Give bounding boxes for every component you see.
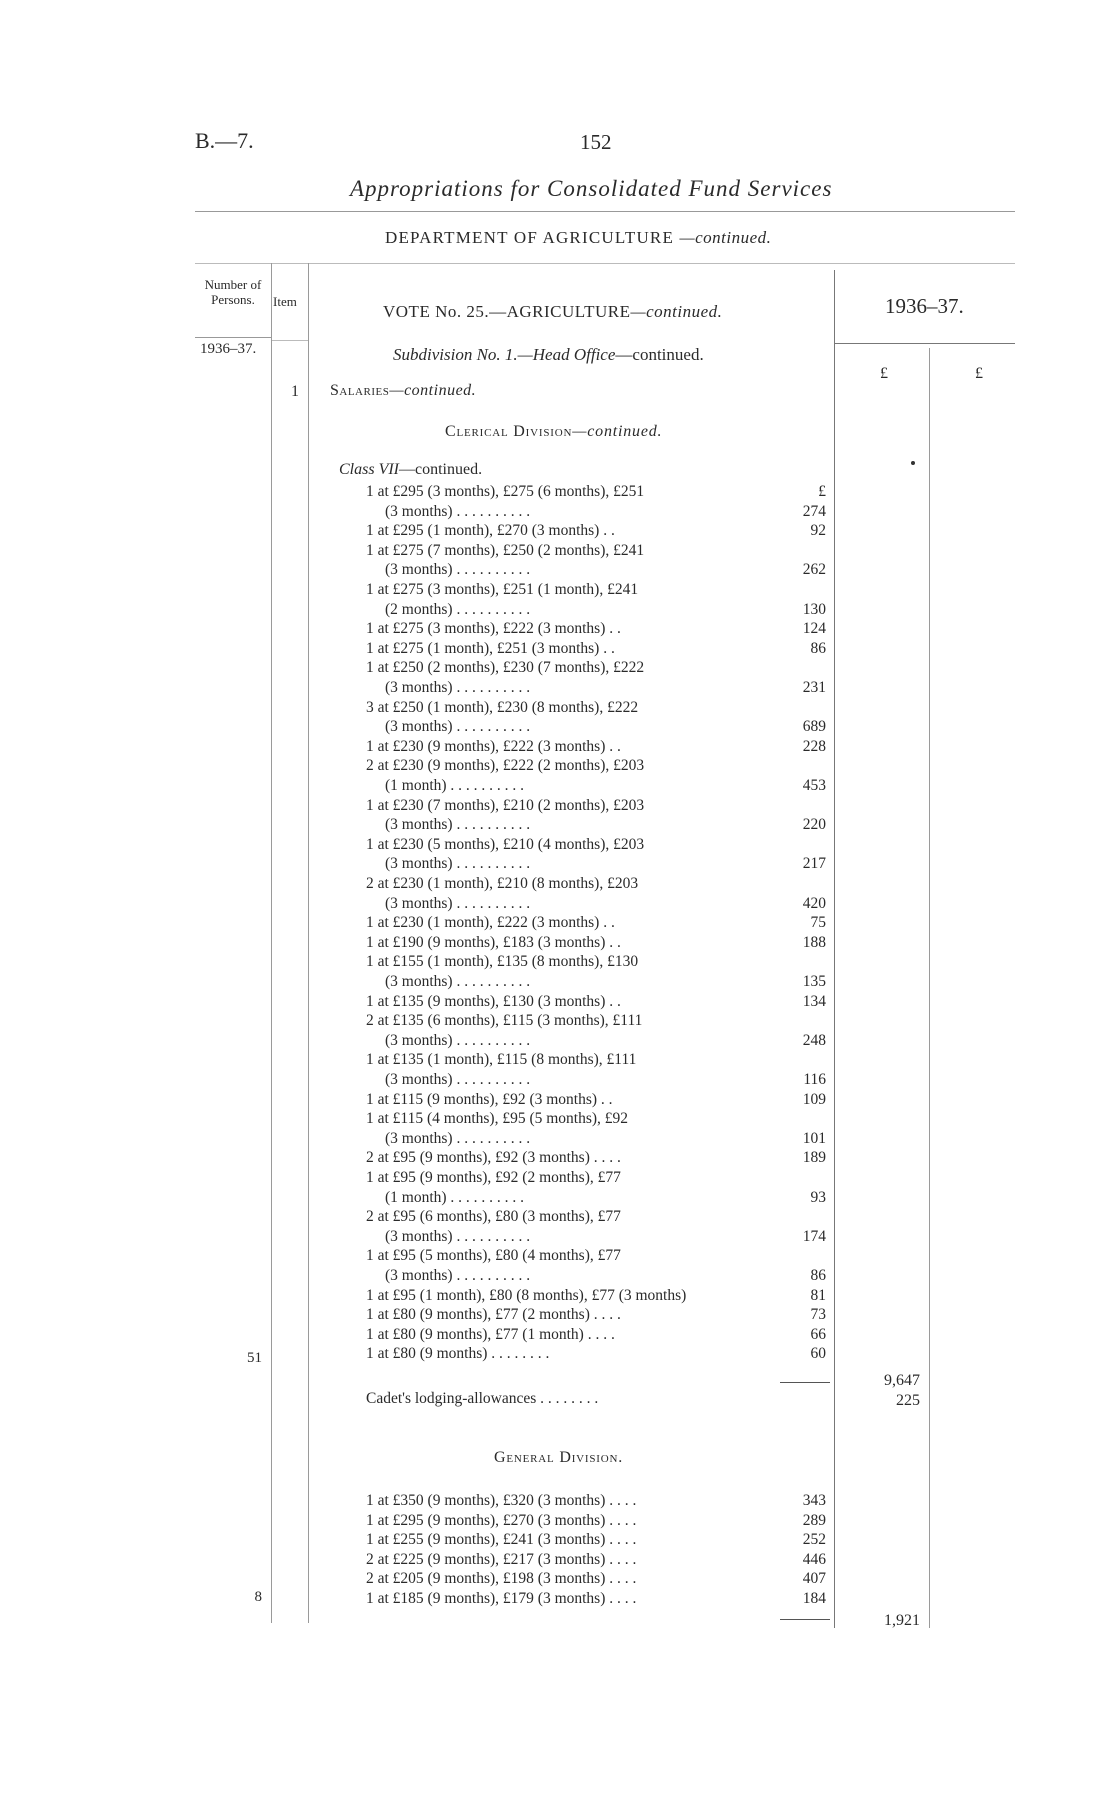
clerical-division-label: Clerical Division: [445, 423, 573, 440]
salary-line-amount: 86: [810, 1267, 826, 1284]
page-number: 152: [580, 130, 612, 154]
ink-dot: [911, 461, 915, 465]
salary-line-text: (1 month) . . . . . . . . . .: [385, 777, 525, 794]
salary-line-text: 1 at £115 (9 months), £92 (3 months) . .: [366, 1090, 613, 1108]
item-column-rule: [308, 263, 309, 1623]
salary-line-amount: £: [818, 483, 826, 500]
salary-line-text: 1 at £230 (7 months), £210 (2 months), £203: [366, 796, 645, 814]
year-column-heading: 1936–37.: [885, 294, 964, 318]
salary-line-amount: 109: [802, 1090, 826, 1108]
salary-line-amount: 188: [802, 933, 826, 951]
salary-line-text: 2 at £225 (9 months), £217 (3 months) . . . .: [366, 1550, 637, 1568]
salary-line-text: (3 months) . . . . . . . . . .: [385, 855, 531, 873]
salary-line-amount: 135: [802, 973, 826, 990]
salary-line-amount: 184: [802, 1590, 826, 1607]
salary-line-text: (3 months) . . . . . . . . . .: [385, 816, 531, 834]
salary-line-text: 1 at £80 (9 months), £77 (2 months) . . . .: [366, 1306, 621, 1324]
clerical-division-suffix: —continued.: [572, 423, 663, 440]
salary-line-amount: 217: [802, 855, 826, 873]
salary-line-text: 1 at £255 (9 months), £241 (3 months) . . . .: [366, 1531, 637, 1549]
header-rule: [195, 211, 1015, 212]
salary-line-amount: 93: [810, 1188, 826, 1206]
item-head-rule: [272, 340, 308, 341]
salary-line-amount: 134: [802, 992, 826, 1010]
department-name: DEPARTMENT OF AGRICULTURE: [385, 228, 675, 247]
pound-sign-column-1: £: [880, 365, 888, 382]
salary-line-amount: 453: [802, 777, 826, 794]
vote-suffix: —continued.: [630, 302, 723, 321]
running-title: Appropriations for Consolidated Fund Services: [350, 176, 833, 201]
salary-line-text: 2 at £230 (1 month), £210 (8 months), £203: [366, 875, 639, 892]
clerical-total: 9,647: [884, 1372, 920, 1389]
salary-line-amount: 174: [802, 1227, 826, 1245]
clerical-subtotal-rule: [780, 1382, 830, 1383]
salary-line-text: 1 at £135 (1 month), £115 (8 months), £111: [366, 1051, 637, 1069]
salary-line-text: 1 at £135 (9 months), £130 (3 months) . .: [366, 992, 621, 1010]
salary-line-text: 1 at £275 (7 months), £250 (2 months), £241: [366, 541, 645, 559]
salary-line-amount: 116: [803, 1071, 826, 1088]
salary-line-amount: 92: [810, 522, 826, 540]
number-of-persons-heading: Number of Persons.: [204, 277, 262, 307]
department-suffix: —continued.: [679, 228, 772, 247]
salary-line-amount: 220: [802, 816, 826, 834]
salary-line-text: 1 at £95 (1 month), £80 (8 months), £77 (3 months): [366, 1286, 687, 1304]
salary-line-text: 2 at £205 (9 months), £198 (3 months) . . . .: [366, 1570, 637, 1588]
salary-line-text: 2 at £95 (9 months), £92 (3 months) . . . .: [366, 1149, 621, 1167]
document-reference: B.—7.: [195, 128, 254, 153]
salary-line-text: (3 months) . . . . . . . . . .: [385, 973, 531, 990]
salary-line-amount: 75: [810, 914, 826, 932]
salary-line-text: 1 at £95 (5 months), £80 (4 months), £77: [366, 1247, 621, 1265]
persons-head-rule: [195, 337, 272, 338]
salary-line-amount: 66: [810, 1325, 826, 1343]
department-heading: [385, 228, 771, 248]
salary-line-amount: 407: [802, 1570, 826, 1588]
vote-heading: [383, 302, 722, 322]
salary-line-amount: 60: [810, 1345, 826, 1363]
department-rule: [195, 263, 1015, 264]
salary-line-amount: 189: [802, 1149, 826, 1167]
subdivision-suffix: —continued.: [615, 345, 704, 364]
salary-line-text: (3 months) . . . . . . . . . .: [385, 561, 531, 579]
salary-line-amount: 124: [802, 620, 826, 638]
class-heading: [339, 461, 482, 479]
salary-line-text: 1 at £185 (9 months), £179 (3 months) . . . .: [366, 1590, 637, 1607]
item-number: 1: [291, 383, 299, 400]
salary-line-text: (3 months) . . . . . . . . . .: [385, 679, 531, 696]
salary-line-text: (3 months) . . . . . . . . . .: [385, 1129, 531, 1147]
cadet-allowance-amount: 225: [896, 1392, 920, 1409]
general-division-heading: General Division.: [494, 1449, 624, 1466]
salary-line-text: 1 at £295 (1 month), £270 (3 months) . .: [366, 522, 615, 540]
persons-column-rule: [271, 263, 272, 1623]
salary-line-text: (3 months) . . . . . . . . . .: [385, 1267, 531, 1284]
clerical-division-heading: [445, 423, 662, 441]
salaries-heading: [330, 382, 476, 400]
salary-line-amount: 420: [802, 894, 826, 912]
salary-line-amount: 252: [802, 1531, 826, 1549]
salary-line-text: (3 months) . . . . . . . . . .: [385, 1071, 531, 1088]
salary-line-text: (3 months) . . . . . . . . . .: [385, 718, 531, 736]
pound-sign-column-2: £: [975, 365, 983, 382]
salary-line-text: 1 at £275 (3 months), £251 (1 month), £241: [366, 581, 639, 598]
salary-line-text: (1 month) . . . . . . . . . .: [385, 1188, 525, 1206]
general-subtotal-rule: [780, 1619, 830, 1620]
salaries-label: Salaries: [330, 382, 390, 399]
year-head-rule: [835, 343, 1015, 344]
class-label: Class VII: [339, 461, 399, 478]
salary-line-amount: 289: [802, 1511, 826, 1529]
salary-line-text: (3 months) . . . . . . . . . .: [385, 1227, 531, 1245]
salary-line-amount: 86: [810, 639, 826, 657]
salary-line-text: (2 months) . . . . . . . . . .: [385, 600, 531, 618]
class-suffix: —continued.: [399, 461, 483, 478]
salary-line-text: 1 at £350 (9 months), £320 (3 months) . . . .: [366, 1492, 637, 1509]
salary-line-text: 1 at £230 (5 months), £210 (4 months), £203: [366, 835, 645, 853]
salary-line-text: 1 at £95 (9 months), £92 (2 months), £77: [366, 1169, 621, 1186]
salary-line-text: 2 at £95 (6 months), £80 (3 months), £77: [366, 1208, 621, 1226]
salary-line-text: (3 months) . . . . . . . . . .: [385, 894, 531, 912]
salary-line-text: 1 at £250 (2 months), £230 (7 months), £222: [366, 659, 645, 677]
persons-year-label: 1936–37.: [200, 341, 257, 357]
salaries-suffix: —continued.: [389, 382, 477, 399]
salary-line-amount: 81: [810, 1286, 826, 1304]
salary-line-amount: 228: [802, 737, 826, 755]
subdivision-heading: [393, 345, 704, 365]
salary-line-amount: 343: [802, 1492, 826, 1509]
salary-line-text: 1 at £230 (9 months), £222 (3 months) . .: [366, 737, 621, 755]
amount-column-rule-right: [929, 348, 930, 1628]
salary-line-amount: 248: [802, 1031, 826, 1049]
clerical-persons-count: 51: [247, 1350, 262, 1366]
salary-line-text: 1 at £230 (1 month), £222 (3 months) . .: [366, 914, 615, 932]
salary-line-text: 1 at £275 (3 months), £222 (3 months) . .: [366, 620, 621, 638]
salary-line-text: 1 at £80 (9 months) . . . . . . . .: [366, 1345, 550, 1363]
amount-column-rule-left: [834, 270, 835, 1628]
salary-line-amount: 262: [802, 561, 826, 579]
salary-line-amount: 101: [802, 1129, 826, 1147]
general-persons-count: 8: [254, 1589, 262, 1605]
salary-line-amount: 130: [802, 600, 826, 618]
salary-line-text: (3 months) . . . . . . . . . .: [385, 1031, 531, 1049]
salary-line-text: 2 at £230 (9 months), £222 (2 months), £203: [366, 757, 645, 775]
general-total: 1,921: [884, 1612, 920, 1629]
salary-line-text: 3 at £250 (1 month), £230 (8 months), £222: [366, 698, 639, 716]
salary-line-text: (3 months) . . . . . . . . . .: [385, 502, 531, 520]
salary-line-text: 1 at £115 (4 months), £95 (5 months), £92: [366, 1110, 629, 1128]
cadet-allowance-label: Cadet's lodging-allowances . . . . . . . .: [366, 1390, 599, 1407]
salary-line-amount: 689: [802, 718, 826, 736]
salary-line-amount: 73: [810, 1306, 826, 1324]
salary-line-text: 2 at £135 (6 months), £115 (3 months), £111: [366, 1012, 643, 1030]
subdivision-title: Subdivision No. 1.—Head Office: [393, 345, 616, 364]
salary-line-text: 1 at £275 (1 month), £251 (3 months) . .: [366, 639, 615, 657]
vote-title: VOTE No. 25.—AGRICULTURE: [383, 302, 631, 321]
salary-line-text: 1 at £295 (9 months), £270 (3 months) . . . .: [366, 1511, 637, 1529]
salary-line-amount: 274: [802, 502, 826, 520]
salary-line-text: 1 at £190 (9 months), £183 (3 months) . .: [366, 933, 621, 951]
salary-line-amount: 446: [802, 1550, 826, 1568]
salary-line-text: 1 at £295 (3 months), £275 (6 months), £251: [366, 483, 645, 500]
salary-line-text: 1 at £80 (9 months), £77 (1 month) . . . .: [366, 1325, 615, 1343]
salary-line-text: 1 at £155 (1 month), £135 (8 months), £130: [366, 953, 639, 971]
salary-line-amount: 231: [802, 679, 826, 696]
item-heading: Item: [273, 294, 297, 309]
